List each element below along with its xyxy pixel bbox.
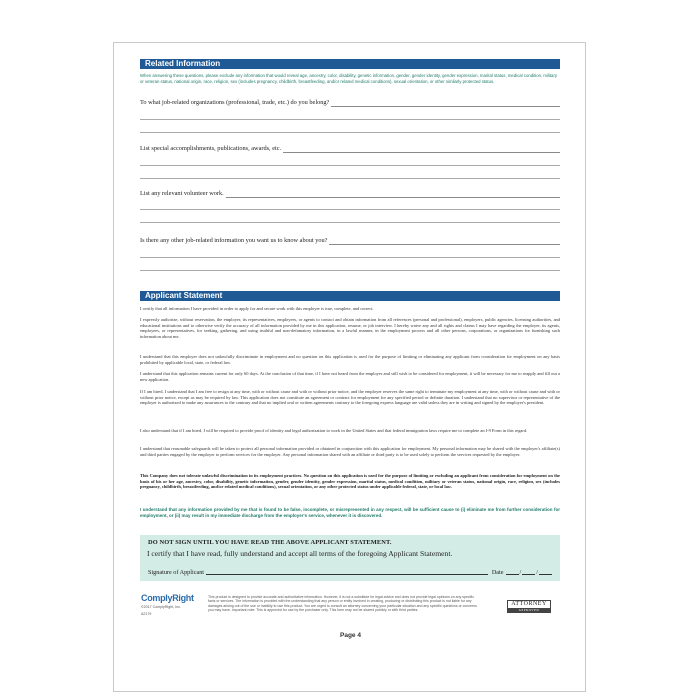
answer-line[interactable] [140, 222, 560, 223]
answer-line[interactable] [226, 191, 560, 198]
question-label: Is there any other job-related information you want us to know about you? [140, 237, 328, 244]
question-label: List special accomplishments, publications, awards, etc. [140, 145, 282, 152]
answer-line[interactable] [140, 165, 560, 166]
do-not-sign-warning: DO NOT SIGN UNTIL YOU HAVE READ THE ABOVE APPLICANT STATEMENT. [148, 539, 392, 546]
answer-line[interactable] [140, 209, 560, 210]
related-info-header: Related Information [140, 59, 560, 68]
question-label: To what job-related organizations (professional, trade, etc.) do you belong? [140, 99, 330, 106]
date-label: Date [491, 569, 504, 576]
signature-box [140, 535, 560, 581]
badge-top-text: ATTORNEY [511, 601, 547, 607]
certify-statement: I certify that I have read, fully understand and accept all terms of the foregoing Applicant Statement. [147, 549, 453, 558]
date-year-field[interactable] [539, 568, 552, 575]
date-month-field[interactable] [506, 568, 519, 575]
date-separator: / [536, 569, 538, 576]
signature-row [148, 568, 552, 576]
header-rule [140, 68, 560, 69]
question-accomplishments [140, 145, 560, 153]
answer-line[interactable] [283, 146, 560, 153]
statement-paragraph: I understand that this application remains current for only 60 days. At the conclusion of that time, if I have not heard from the employer and still wish to be considered for employment, it will be necessary for me to reapply and fill out a new application. [140, 371, 560, 382]
answer-line[interactable] [140, 132, 560, 133]
page-number: Page 4 [340, 632, 361, 639]
answer-line[interactable] [140, 270, 560, 271]
statement-paragraph: If I am hired, I understand that I am free to resign at any time, with or without cause and with or without prior notice, and the employer reserves the same right to terminate my employment at any time, with or without cause and with or without prior notice, except as may be required by law. This application does not constitute an agreement or contract for employment for any specified period or definite duration. I understand that no supervisor or representative of the employer is authorized to make any assurances to the contrary and that no implied oral or written agreements contrary to the foregoing express language are valid unless they are in writing and signed by the employer's president. [140, 389, 560, 406]
question-organizations [140, 99, 560, 107]
signature-field[interactable] [206, 568, 488, 575]
statement-paragraph: I understand that this employer does not unlawfully discriminate in employment and no question on this application is used for the purpose of limiting or eliminating any applicant from consideration for employment on any basis prohibited by applicable local, state, or federal law. [140, 354, 560, 365]
logo-wordmark: ComplyRight [141, 593, 194, 603]
date-separator: / [519, 569, 522, 576]
signature-label: Signature of Applicant [148, 569, 205, 576]
answer-line[interactable] [140, 119, 560, 120]
copyright-text: ©2017 ComplyRight, Inc. [141, 605, 182, 609]
statement-paragraph: I expressly authorize, without reservation, the employer, its representatives, employees, or agents to contact and obtain information from all references (personal and professional), employers, public agencies, licensing authorities, and educational institutions and to otherwise verify the accuracy of all information provided by me in this application, resume, or job interview. I hereby waive any and all rights and claims I may have regarding the employer, its agents, employees, or representatives, for seeking, gathering, and using truthful and non-defamatory information, in a lawful manner, in the employment process and all other persons, corporations, or organizations for furnishing such information about me. [140, 317, 560, 339]
form-code: A2179 [141, 611, 152, 616]
statement-paragraph: I certify that all information I have provided in order to apply for and secure work with this employer is true, complete, and correct. [140, 306, 374, 311]
header-rule [140, 300, 560, 301]
form-page [113, 42, 586, 692]
statement-paragraph: I also understand that if I am hired, I will be required to provide proof of identity and legal authorization to work in the United States and that federal immigration laws require me to complete an I-9 Form in this regard. [140, 428, 528, 433]
attorney-approved-badge [507, 600, 551, 613]
applicant-statement-header: Applicant Statement [140, 291, 560, 300]
date-day-field[interactable] [519, 568, 535, 576]
badge-bottom-text: APPROVED [508, 608, 550, 612]
statement-paragraph: I understand that reasonable safeguards will be taken to protect all personal information provided or obtained in conjunction with this application for employment. My personal information may be shared with the employer's affiliate(s) and third parties engaged by the employer to perform services for the employer. Any personal information shared with an affiliate or third party is to be used solely to perform the services requested by the employer. [140, 446, 560, 457]
question-label: List any relevant volunteer work. [140, 190, 224, 197]
answer-line[interactable] [331, 100, 560, 107]
answer-line[interactable] [140, 257, 560, 258]
question-other-info [140, 237, 560, 245]
legal-disclaimer: This product is designed to provide accurate and authoritative information. However, it is not a substitute for legal advice and does not provide legal opinions on any specific facts or services. The information is provided with the understanding that any person or entity involved in creating, producing or distributing this product is not liable for any damages arising out of the use or inability to use this product. You are urged to consult an attorney concerning your particular situation and any specific questions or concerns you may have. Important note: This is approved for use by the purchaser only. This form may not be shared publicly or with third parties. [208, 595, 477, 613]
question-volunteer [140, 190, 560, 198]
answer-line[interactable] [140, 178, 560, 179]
complyright-logo [141, 593, 194, 616]
nondiscrimination-paragraph: This Company does not tolerate unlawful discrimination in its employment practices. No question on this application is used for the purpose of limiting or excluding an applicant from consideration for employment on the basis of his or her age, ancestry, color, disability, genetic information, gender, gender identity, gender expression, marital status, medical condition, military or veteran status, national origin, race, religion, sex (includes pregnancy, childbirth, breastfeeding, and/or related medical conditions), sexual orientation, or any other protected status under applicable federal, state, or local law. [140, 473, 560, 490]
answer-line[interactable] [329, 238, 560, 245]
falsification-paragraph: I understand that any information provided by me that is found to be false, incomplete, or misrepresented in any respect, will be sufficient cause to (i) eliminate me from further consideration for employment, or (ii) may result in my immediate discharge from the employer's service, whenever it is discovered. [140, 507, 560, 518]
exclusion-note: When answering these questions, please exclude any information that would reveal age, ancestry, color, disability, genetic information, gender, gender identity, gender expression, marital status, medical condition, military or veteran status, national origin, race, religion, sex (includes pregnancy, childbirth, breastfeeding, and/or related medical conditions), sexual orientation, or other similarly protected status. [140, 73, 558, 84]
